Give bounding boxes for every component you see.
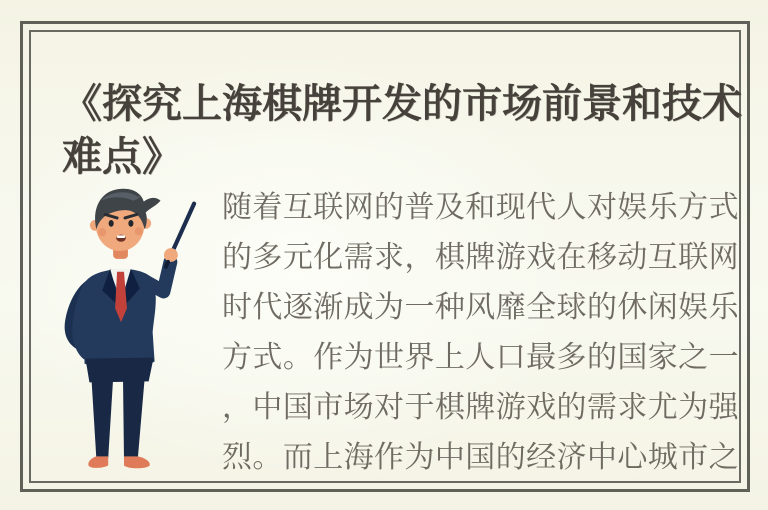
shoe-right <box>124 456 150 468</box>
body-line: ，中国市场对于棋牌游戏的需求尤为强 <box>222 390 739 425</box>
leg-right <box>123 377 145 458</box>
article-body <box>222 183 739 483</box>
eye-left <box>109 220 114 227</box>
businessman-with-pointer-illustration <box>44 182 202 482</box>
article-title: 《探究上海棋牌开发的市场前景和技术难点》 <box>62 79 742 180</box>
leg-left <box>91 377 113 458</box>
body-line: 方式。作为世界上人口最多的国家之一 <box>222 340 739 375</box>
body-line: 时代逐渐成为一种风靡全球的休闲娱乐 <box>222 290 739 325</box>
eye-right <box>128 220 133 227</box>
body-line: 的多元化需求，棋牌游戏在移动互联网 <box>222 240 739 275</box>
body-line: 烈。而上海作为中国的经济中心城市之 <box>222 440 739 475</box>
blush-left <box>98 228 106 236</box>
blush-right <box>135 227 143 235</box>
stick-butt <box>166 262 168 267</box>
teeth <box>117 235 125 238</box>
fist <box>164 248 178 262</box>
body-line: 随着互联网的普及和现代人对娱乐方式 <box>222 190 739 225</box>
shoe-left <box>88 456 108 467</box>
